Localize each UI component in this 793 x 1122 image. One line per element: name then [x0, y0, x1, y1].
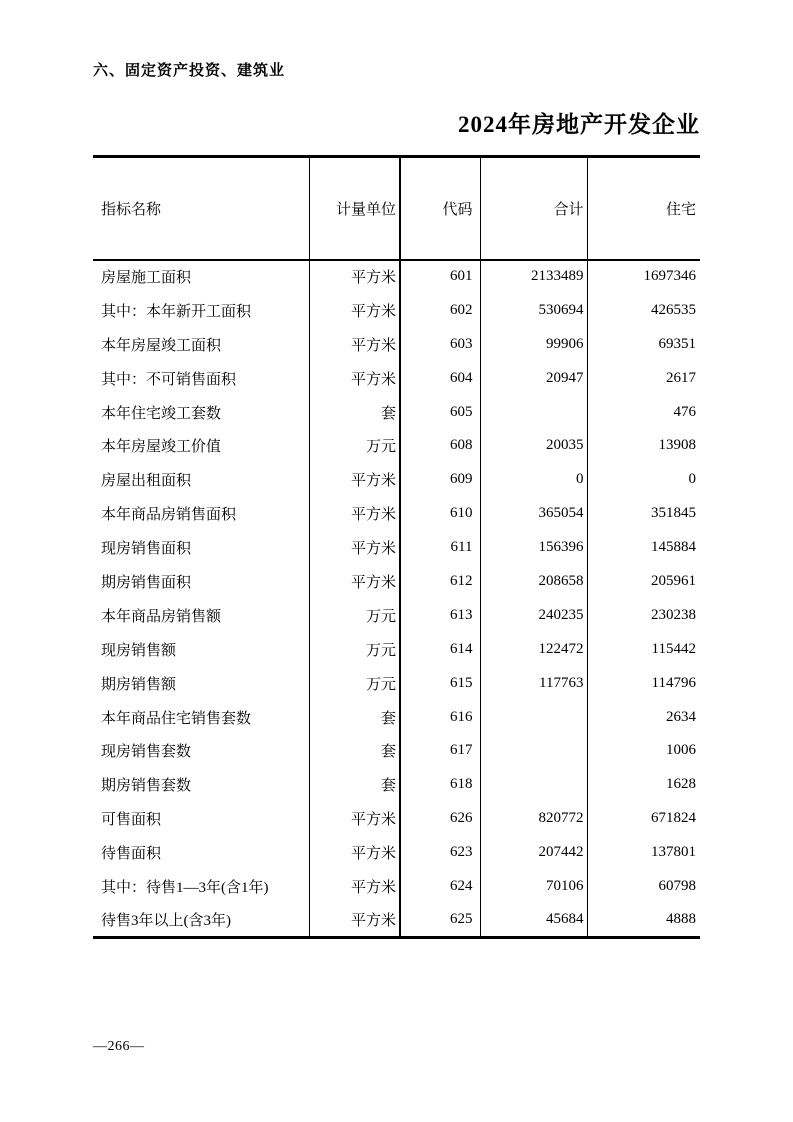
table-row — [93, 768, 700, 802]
table-header-row — [93, 157, 700, 260]
total-cell: 45684 — [480, 903, 587, 937]
residential-cell: 115442 — [651, 640, 696, 657]
table-row — [93, 361, 700, 395]
table-row — [93, 598, 700, 632]
total-cell: 208658 — [480, 565, 587, 599]
table-row — [93, 497, 700, 531]
total-cell: 20947 — [480, 361, 587, 395]
total-cell: 20035 — [480, 429, 587, 463]
residential-cell: 137801 — [651, 844, 696, 861]
total-cell: 365054 — [480, 497, 587, 531]
column-header-unit: 计量单位 — [309, 157, 400, 260]
code-cell: 609 — [400, 463, 480, 497]
indicator-name-cell: 本年住宅竣工套数 — [93, 395, 309, 429]
total-cell: 2133489 — [480, 260, 587, 294]
residential-cell: 145884 — [651, 539, 696, 556]
unit-cell: 平方米 — [309, 497, 400, 531]
code-cell: 616 — [400, 700, 480, 734]
table-row — [93, 734, 700, 768]
table-row — [93, 700, 700, 734]
column-header-total: 合计 — [480, 157, 587, 260]
table-row — [93, 531, 700, 565]
indicator-name-cell: 本年房屋竣工价值 — [93, 429, 309, 463]
indicator-name-cell: 期房销售额 — [93, 666, 309, 700]
total-cell: 70106 — [480, 870, 587, 904]
code-cell: 623 — [400, 836, 480, 870]
residential-cell: 1628 — [666, 776, 696, 793]
code-cell: 605 — [400, 395, 480, 429]
code-cell: 618 — [400, 768, 480, 802]
table-header — [93, 157, 700, 260]
stats-table — [93, 155, 700, 939]
table-row — [93, 903, 700, 937]
table-row — [93, 463, 700, 497]
indicator-name-cell: 期房销售面积 — [93, 565, 309, 599]
residential-cell: 1697346 — [643, 268, 696, 285]
residential-cell: 351845 — [651, 505, 696, 522]
unit-cell: 平方米 — [309, 293, 400, 327]
unit-cell: 万元 — [309, 429, 400, 463]
code-cell: 626 — [400, 802, 480, 836]
code-cell: 604 — [400, 361, 480, 395]
table-row — [93, 260, 700, 294]
total-cell: 122472 — [480, 632, 587, 666]
unit-cell: 平方米 — [309, 802, 400, 836]
residential-cell: 1006 — [666, 742, 696, 759]
total-cell: 207442 — [480, 836, 587, 870]
code-cell: 602 — [400, 293, 480, 327]
total-cell: 117763 — [480, 666, 587, 700]
code-cell: 615 — [400, 666, 480, 700]
table-row — [93, 565, 700, 599]
table-row — [93, 395, 700, 429]
total-cell: 99906 — [480, 327, 587, 361]
indicator-name-cell: 待售3年以上(含3年) — [93, 903, 309, 937]
residential-cell: 69351 — [658, 335, 696, 352]
column-header-code: 代码 — [400, 157, 480, 260]
total-cell — [480, 734, 587, 768]
unit-cell: 平方米 — [309, 463, 400, 497]
unit-cell: 平方米 — [309, 327, 400, 361]
residential-cell: 426535 — [651, 301, 696, 318]
unit-cell: 平方米 — [309, 565, 400, 599]
indicator-name-cell: 本年商品房销售面积 — [93, 497, 309, 531]
indicator-name-cell: 本年房屋竣工面积 — [93, 327, 309, 361]
code-cell: 614 — [400, 632, 480, 666]
page-number: —266— — [93, 1039, 145, 1054]
table-row — [93, 836, 700, 870]
total-cell — [480, 395, 587, 429]
indicator-name-cell: 现房销售额 — [93, 632, 309, 666]
code-cell: 625 — [400, 903, 480, 937]
residential-cell: 60798 — [658, 877, 696, 894]
table-row — [93, 429, 700, 463]
indicator-name-cell: 现房销售面积 — [93, 531, 309, 565]
code-cell: 611 — [400, 531, 480, 565]
unit-cell: 套 — [309, 734, 400, 768]
code-cell: 617 — [400, 734, 480, 768]
residential-cell: 671824 — [651, 810, 696, 827]
unit-cell: 万元 — [309, 666, 400, 700]
table-row — [93, 870, 700, 904]
total-cell: 530694 — [480, 293, 587, 327]
unit-cell: 平方米 — [309, 836, 400, 870]
unit-cell: 平方米 — [309, 531, 400, 565]
table-body — [93, 260, 700, 938]
table-row — [93, 666, 700, 700]
code-cell: 608 — [400, 429, 480, 463]
residential-cell: 13908 — [658, 437, 696, 454]
total-cell — [480, 768, 587, 802]
total-cell: 0 — [480, 463, 587, 497]
unit-cell: 平方米 — [309, 361, 400, 395]
residential-cell: 2634 — [666, 708, 696, 725]
residential-cell: 230238 — [651, 606, 696, 623]
indicator-name-cell: 期房销售套数 — [93, 768, 309, 802]
total-cell: 820772 — [480, 802, 587, 836]
total-cell: 240235 — [480, 598, 587, 632]
unit-cell: 万元 — [309, 632, 400, 666]
code-cell: 601 — [400, 260, 480, 294]
table-row — [93, 293, 700, 327]
residential-cell: 4888 — [666, 911, 696, 928]
column-header-indicator-name: 指标名称 — [93, 157, 309, 260]
residential-cell: 476 — [673, 403, 696, 420]
code-cell: 603 — [400, 327, 480, 361]
unit-cell: 万元 — [309, 598, 400, 632]
indicator-name-cell: 房屋施工面积 — [93, 260, 309, 294]
unit-cell: 平方米 — [309, 260, 400, 294]
indicator-name-cell: 其中：待售1—3年(含1年) — [93, 870, 309, 904]
indicator-name-cell: 其中：本年新开工面积 — [93, 293, 309, 327]
residential-cell: 114796 — [651, 674, 696, 691]
indicator-name-cell: 房屋出租面积 — [93, 463, 309, 497]
code-cell: 612 — [400, 565, 480, 599]
code-cell: 624 — [400, 870, 480, 904]
total-cell: 156396 — [480, 531, 587, 565]
indicator-name-cell: 本年商品房销售额 — [93, 598, 309, 632]
unit-cell: 平方米 — [309, 903, 400, 937]
unit-cell: 套 — [309, 700, 400, 734]
residential-cell: 0 — [688, 471, 696, 488]
unit-cell: 平方米 — [309, 870, 400, 904]
table-row — [93, 802, 700, 836]
page-title: 2024年房地产开发企业 — [458, 112, 700, 137]
table-row — [93, 327, 700, 361]
indicator-name-cell: 其中：不可销售面积 — [93, 361, 309, 395]
unit-cell: 套 — [309, 395, 400, 429]
indicator-name-cell: 本年商品住宅销售套数 — [93, 700, 309, 734]
unit-cell: 套 — [309, 768, 400, 802]
residential-cell: 205961 — [651, 572, 696, 589]
total-cell — [480, 700, 587, 734]
section-heading: 六、固定资产投资、建筑业 — [93, 62, 286, 79]
code-cell: 613 — [400, 598, 480, 632]
code-cell: 610 — [400, 497, 480, 531]
indicator-name-cell: 可售面积 — [93, 802, 309, 836]
residential-cell: 2617 — [666, 369, 696, 386]
indicator-name-cell: 现房销售套数 — [93, 734, 309, 768]
table-row — [93, 632, 700, 666]
indicator-name-cell: 待售面积 — [93, 836, 309, 870]
column-header-residential: 住宅 — [665, 201, 696, 218]
